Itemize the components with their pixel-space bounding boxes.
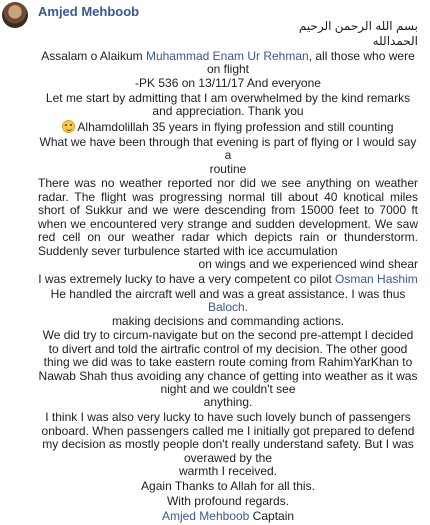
paragraph-passengers bbox=[38, 411, 418, 478]
assistance-text: He handled the aircraft well and was a great assistance. I was thus bbox=[50, 286, 406, 301]
weather-text: There was no weather reported nor did we see anything on weather radar. The flight was progressing normal till about 40 knotical miles short of Sukkur and we were descending from 15000 feet to 7000 ft when we encountered very strange and sudden development. We saw red cell on our weather radar which depicts rain or thunderstorm. Suddenly sever turbulence started with ice accumulation bbox=[38, 176, 418, 258]
mention-osman-hashim[interactable]: Osman Hashim bbox=[335, 271, 418, 286]
paragraph-thanks: Let me start by admitting that I am overwhelmed by the kind remarks and appreciation. Thank you bbox=[45, 90, 411, 118]
experience-text: Alhamdolillah 35 years in flying profession and still counting bbox=[77, 119, 394, 134]
paragraph-copilot bbox=[38, 273, 418, 286]
paragraph-routine bbox=[38, 136, 418, 176]
author-avatar[interactable] bbox=[2, 2, 28, 28]
paragraph-assistance bbox=[38, 288, 418, 328]
paragraph-experience bbox=[38, 120, 418, 134]
author-name[interactable]: Amjed Mehboob bbox=[38, 4, 140, 19]
weather-text-end: on wings and we experienced wind shear bbox=[198, 256, 418, 271]
routine-text: What we have been through that evening is part of flying or I would say a bbox=[39, 134, 417, 163]
copilot-text: I was extremely lucky to have a very competent co pilot bbox=[38, 271, 336, 286]
signature-name[interactable]: Amjed Mehboob bbox=[161, 508, 250, 523]
passengers-text-2: warmth I received. bbox=[178, 464, 278, 478]
alhamdulillah-line: الحمدالله bbox=[372, 33, 418, 48]
paragraph-thanks-allah: Again Thanks to Allah for all this. bbox=[141, 478, 315, 493]
assistance-text-2: making decisions and commanding actions. bbox=[111, 313, 345, 328]
mention-baloch[interactable]: Baloch. bbox=[207, 300, 249, 315]
signature bbox=[38, 510, 418, 523]
divert-text: We did try to circum-navigate but on the second pre-attempt I decided to divert and told the airtrafic control of my decision. The other good thing we did was to take eastern route coming from RahimYarKhan to Nawab Shah thus avoiding any chance of getting into weather as it was night and we couldn't see bbox=[38, 328, 418, 397]
mention-muhammad-enam-ur-rehman[interactable]: Muhammad Enam Ur Rehman bbox=[145, 48, 309, 63]
smiling-face-icon bbox=[62, 120, 75, 133]
paragraph-divert bbox=[38, 329, 418, 409]
bismillah-line: بسم الله الرحمن الرحيم bbox=[298, 19, 418, 33]
paragraph-weather bbox=[38, 177, 418, 271]
greeting-text-2: , all those who were on flight bbox=[206, 48, 415, 77]
post-body bbox=[38, 20, 418, 525]
routine-text-2: routine bbox=[209, 161, 247, 176]
greeting-text-3: -PK 536 on 13/11/17 And everyone bbox=[135, 75, 321, 90]
divert-text-2: anything. bbox=[203, 395, 253, 410]
passengers-text: I think I was also very lucky to have such lovely bunch of passengers onboard. When passengers called me I initially got prepared to defend my decision as mostly people don't really understand safety. But I was overawed by the bbox=[41, 410, 415, 465]
paragraph-greeting bbox=[38, 50, 418, 90]
greeting-text: Assalam o Alaikum bbox=[41, 48, 146, 63]
paragraph-regards: With profound regards. bbox=[166, 493, 290, 508]
signature-title: Captain bbox=[249, 508, 295, 523]
